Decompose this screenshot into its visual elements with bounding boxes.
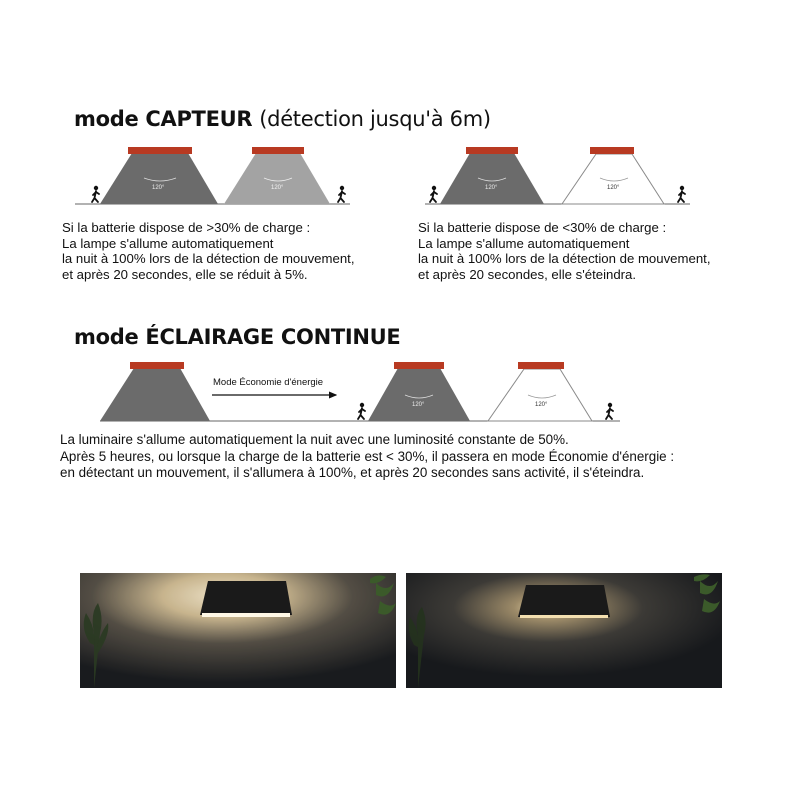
cone-off [488, 369, 592, 421]
person-icon [606, 403, 613, 419]
lamp-light-edge [202, 613, 290, 617]
person-icon [430, 186, 437, 202]
lamp-head [518, 362, 564, 369]
angle-label: 120° [485, 185, 498, 191]
angle-label: 120° [152, 185, 165, 191]
arrow-label: Mode Économie d'énergie [213, 377, 324, 388]
person-icon [338, 186, 345, 202]
cone-off [562, 154, 664, 204]
lamp-photo-image [406, 573, 722, 688]
text-line: Si la batterie dispose de <30% de charge : [418, 220, 667, 235]
text-line: Après 5 heures, ou lorsque la charge de la batterie est < 30%, il passera en mode Économie d'énergie : [60, 448, 675, 464]
cone-full-power [440, 153, 544, 204]
capteur-left-description [62, 220, 355, 282]
continue-title: mode ÉCLAIRAGE CONTINUE [74, 325, 401, 349]
angle-label: 120° [271, 185, 284, 191]
cone-constant [100, 368, 210, 421]
lamp-head [252, 147, 304, 154]
text-line: et après 20 secondes, elle s'éteindra. [418, 266, 637, 282]
continue-description [60, 432, 674, 482]
person-icon [678, 186, 685, 202]
text-line: en détectant un mouvement, il s'allumera à 100%, et après 20 secondes sans activité, il s'éteindra. [60, 465, 645, 480]
photo-lamp-dim [406, 573, 722, 688]
lamp-head [466, 147, 518, 154]
text-line: la nuit à 100% lors de la détection de mouvement, [418, 251, 711, 266]
capteur-title [74, 107, 491, 131]
capteur-right-description [418, 220, 711, 282]
angle-label: 120° [607, 185, 620, 191]
capteur-right-group [425, 147, 690, 204]
angle-arc [600, 178, 628, 181]
lamp-head [128, 147, 192, 154]
lamp-body [518, 585, 610, 617]
capteur-title-bold: mode CAPTEUR [74, 107, 253, 131]
person-icon [358, 403, 365, 419]
person-icon [92, 186, 99, 202]
text-line: La luminaire s'allume automatiquement la nuit avec une luminosité constante de 50%. [60, 432, 569, 447]
capteur-left-group [75, 147, 350, 204]
lamp-photo-image [80, 573, 396, 688]
angle-label: 120° [535, 402, 548, 408]
cone-dim-power [224, 153, 330, 204]
text-line: Si la batterie dispose de >30% de charge : [62, 220, 311, 235]
capteur-diagrams [0, 140, 800, 210]
text-line: la nuit à 100% lors de la détection de mouvement, [62, 251, 355, 266]
text-line: et après 20 secondes, elle se réduit à 5%. [62, 266, 308, 282]
cone-full-power [368, 368, 470, 421]
capteur-title-detail: (détection jusqu'à 6m) [259, 107, 491, 131]
continue-diagrams [0, 355, 800, 425]
text-line: La lampe s'allume automatiquement [62, 235, 274, 251]
angle-label: 120° [412, 402, 425, 408]
angle-arc [528, 395, 556, 398]
cone-full-power [100, 153, 218, 204]
lamp-head [394, 362, 444, 369]
lamp-head [590, 147, 634, 154]
photo-lamp-warm [80, 573, 396, 688]
lamp-head [130, 362, 184, 369]
text-line: La lampe s'allume automatiquement [418, 235, 630, 251]
lamp-body [200, 581, 292, 615]
lamp-light-edge [520, 615, 608, 618]
